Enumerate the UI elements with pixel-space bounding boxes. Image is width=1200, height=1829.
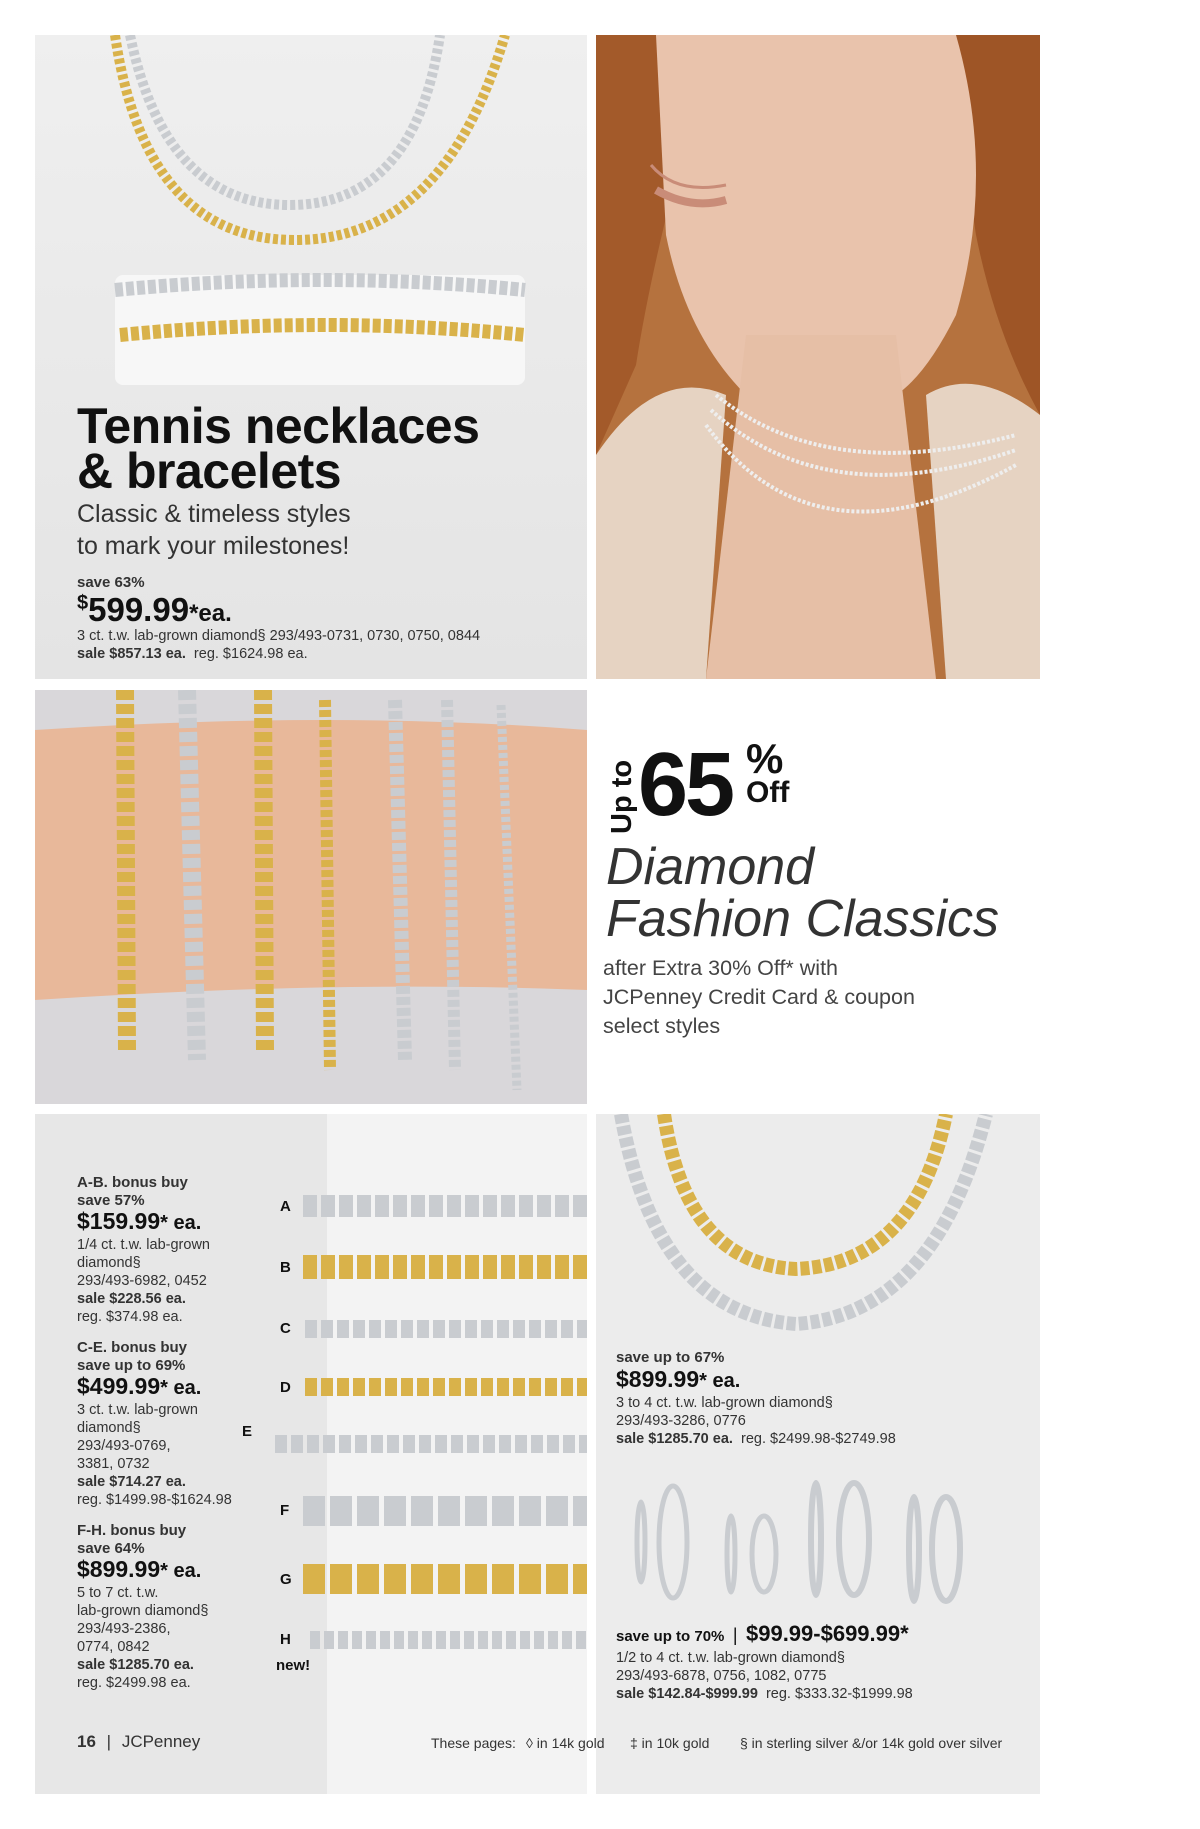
tennis-jewelry-image — [35, 35, 587, 395]
promo-note: after Extra 30% Off* with JCPenney Credit Card & coupon select styles — [603, 956, 915, 1038]
tennis-desc: 3 ct. t.w. lab-grown diamond§ 293/493-0731, 0730, 0750, 0844 — [77, 628, 481, 644]
new-label: new! — [276, 1657, 311, 1674]
tennis-save: save 63% — [77, 574, 145, 591]
ab-price: $159.99* ea. — [77, 1208, 202, 1234]
legend-sterling: § in sterling silver &/or 14k gold over silver — [740, 1735, 1003, 1751]
necklace-save: save up to 67% — [616, 1349, 725, 1366]
hoops-desc: 1/2 to 4 ct. t.w. lab-grown diamond§ 293/493-6878, 0756, 1082, 0775 sale $142.84-$999.99 reg. $333.32-$1999.98 — [616, 1650, 913, 1702]
tennis-subtitle-2: to mark your milestones! — [77, 532, 350, 560]
model-photo-panel — [596, 35, 1040, 679]
page-footer-left: 16 | JCPenney — [77, 1732, 201, 1751]
ab-desc: 1/4 ct. t.w. lab-grown diamond§ 293/493-6982, 0452 sale $228.56 ea. reg. $374.98 ea. — [77, 1237, 210, 1325]
bracelet-letter-e: E — [242, 1423, 253, 1440]
bracelet-letter-a: A — [280, 1198, 291, 1215]
promo-percent-sign: % — [746, 735, 784, 782]
tennis-panel — [35, 35, 587, 679]
promo-up-to: Up to — [606, 759, 638, 834]
tennis-title-2: & bracelets — [77, 443, 342, 499]
wrist-bracelets-image — [35, 690, 587, 1104]
necklace-hoops-panel — [596, 1114, 1040, 1794]
fh-title: F-H. bonus buy — [77, 1522, 187, 1539]
tennis-price: $599.99*ea. — [77, 591, 232, 628]
promo-title: Diamond — [606, 838, 815, 896]
legend-label: These pages: — [431, 1735, 516, 1751]
bracelets-offer-panel — [35, 1114, 587, 1794]
tennis-sale-line: sale $857.13 ea. reg. $1624.98 ea. — [77, 646, 308, 662]
ab-title: A-B. bonus buy — [77, 1174, 188, 1191]
necklace-desc: 3 to 4 ct. t.w. lab-grown diamond§ 293/493-3286, 0776 sale $1285.70 ea. reg. $2499.98-$2749.98 — [616, 1395, 896, 1447]
model-photo — [596, 35, 1040, 679]
bracelet-letter-d: D — [280, 1379, 291, 1396]
hoops-headline: save up to 70% | $99.99-$699.99* — [616, 1621, 909, 1646]
ce-desc: 3 ct. t.w. lab-grown diamond§ 293/493-0769, 3381, 0732 sale $714.27 ea. reg. $1499.98-$1624.98 — [77, 1402, 232, 1508]
bracelet-letter-f: F — [280, 1502, 290, 1519]
promo-off: Off — [746, 776, 790, 809]
ce-price: $499.99* ea. — [77, 1373, 202, 1399]
legend-14k: ◊ in 14k gold — [526, 1735, 605, 1751]
ce-save: save up to 69% — [77, 1357, 186, 1374]
tennis-title: Tennis necklaces — [77, 398, 480, 454]
bracelet-letter-b: B — [280, 1259, 291, 1276]
bracelet-letter-c: C — [280, 1320, 291, 1337]
tennis-subtitle: Classic & timeless styles — [77, 500, 351, 528]
bracelet-letter-h: H — [280, 1631, 291, 1648]
wrist-bracelets-panel — [35, 690, 587, 1104]
ce-title: C-E. bonus buy — [77, 1339, 187, 1356]
promo-title-2: Fashion Classics — [606, 890, 1000, 948]
bracelet-letter-g: G — [280, 1571, 292, 1588]
promo-percent: 65 — [638, 735, 733, 835]
ab-save: save 57% — [77, 1192, 145, 1209]
legend-10k: ‡ in 10k gold — [630, 1735, 710, 1751]
necklace-price: $899.99* ea. — [616, 1366, 741, 1392]
fh-price: $899.99* ea. — [77, 1556, 202, 1582]
promo-panel — [596, 690, 1040, 1104]
fh-save: save 64% — [77, 1540, 145, 1557]
fh-desc: 5 to 7 ct. t.w. lab-grown diamond§ 293/493-2386, 0774, 0842 sale $1285.70 ea. reg. $2499.98 ea. — [77, 1585, 209, 1691]
